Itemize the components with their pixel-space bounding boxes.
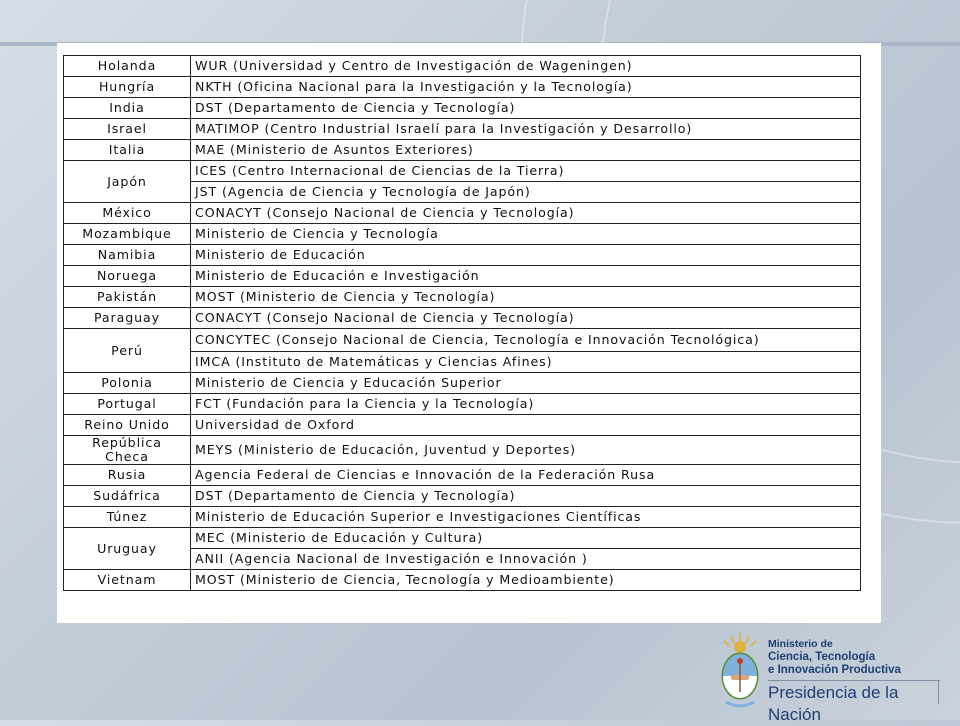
country-cell: Reino Unido	[64, 415, 191, 436]
table-row	[64, 98, 861, 119]
institution-cell: NKTH (Oficina Nacional para la Investigación y la Tecnología)	[191, 77, 861, 98]
institution-cell: DST (Departamento de Ciencia y Tecnología)	[191, 486, 861, 507]
table-row	[64, 486, 861, 507]
institution-cell: ANII (Agencia Nacional de Investigación e Innovación )	[191, 549, 861, 570]
table-row	[64, 119, 861, 140]
table-row	[64, 56, 861, 77]
institution-cell: MEYS (Ministerio de Educación, Juventud y Deportes)	[191, 436, 861, 465]
country-cell: Pakistán	[64, 287, 191, 308]
institution-cell: MATIMOP (Centro Industrial Israelí para la Investigación y Desarrollo)	[191, 119, 861, 140]
institution-cell: CONACYT (Consejo Nacional de Ciencia y Tecnología)	[191, 308, 861, 329]
cooperation-table	[63, 55, 861, 591]
country-cell: Polonia	[64, 373, 191, 394]
country-cell: Sudáfrica	[64, 486, 191, 507]
institution-cell: MEC (Ministerio de Educación y Cultura)	[191, 528, 861, 549]
table-row	[64, 287, 861, 308]
institution-cell: Ministerio de Ciencia y Tecnología	[191, 224, 861, 245]
country-cell: Noruega	[64, 266, 191, 287]
logo-line-ciencia: Ciencia, Tecnología	[768, 651, 876, 663]
institution-cell: JST (Agencia de Ciencia y Tecnología de Japón)	[191, 182, 861, 203]
country-cell: República Checa	[64, 436, 191, 465]
country-cell: Paraguay	[64, 308, 191, 329]
country-cell: Italia	[64, 140, 191, 161]
country-cell: Vietnam	[64, 570, 191, 591]
institution-cell: Agencia Federal de Ciencias e Innovación de la Federación Rusa	[191, 465, 861, 486]
table-row	[64, 373, 861, 394]
country-cell: Israel	[64, 119, 191, 140]
table-row	[64, 528, 861, 549]
institution-cell: CONCYTEC (Consejo Nacional de Ciencia, Tecnología e Innovación Tecnológica)	[191, 329, 861, 352]
institution-cell: Ministerio de Educación e Investigación	[191, 266, 861, 287]
table-row	[64, 436, 861, 465]
country-cell: Uruguay	[64, 528, 191, 570]
country-cell: Namibia	[64, 245, 191, 266]
logo-vertical-divider	[938, 680, 939, 704]
logo-presidencia: Presidencia de la Nación	[768, 683, 899, 724]
country-cell: Mozambique	[64, 224, 191, 245]
logo-line-ministerio: Ministerio de	[768, 638, 833, 650]
slide-panel	[57, 43, 881, 623]
table-row	[64, 415, 861, 436]
table-row	[64, 140, 861, 161]
institution-cell: Ministerio de Ciencia y Educación Superior	[191, 373, 861, 394]
logo-line-innovacion: e Innovación Productiva	[768, 664, 901, 676]
table-row	[64, 77, 861, 98]
institution-cell: ICES (Centro Internacional de Ciencias de la Tierra)	[191, 161, 861, 182]
table-row	[64, 245, 861, 266]
institution-cell: MAE (Ministerio de Asuntos Exteriores)	[191, 140, 861, 161]
country-cell: Rusia	[64, 465, 191, 486]
table-row	[64, 465, 861, 486]
country-cell: Hungría	[64, 77, 191, 98]
institution-cell: MOST (Ministerio de Ciencia, Tecnología y Medioambiente)	[191, 570, 861, 591]
table-row	[64, 570, 861, 591]
country-cell: Perú	[64, 329, 191, 373]
institution-cell: IMCA (Instituto de Matemáticas y Ciencias Afines)	[191, 352, 861, 373]
table-row	[64, 203, 861, 224]
national-seal-icon	[717, 632, 763, 712]
institution-cell: Universidad de Oxford	[191, 415, 861, 436]
country-cell: Portugal	[64, 394, 191, 415]
ministry-logo	[712, 628, 948, 724]
logo-divider	[768, 680, 940, 681]
institution-cell: WUR (Universidad y Centro de Investigación de Wageningen)	[191, 56, 861, 77]
table-row	[64, 224, 861, 245]
table-row	[64, 161, 861, 182]
table-row	[64, 329, 861, 352]
table-row	[64, 507, 861, 528]
country-cell: Túnez	[64, 507, 191, 528]
country-cell: Japón	[64, 161, 191, 203]
table-row	[64, 394, 861, 415]
institution-cell: CONACYT (Consejo Nacional de Ciencia y Tecnología)	[191, 203, 861, 224]
institution-cell: MOST (Ministerio de Ciencia y Tecnología)	[191, 287, 861, 308]
institution-cell: DST (Departamento de Ciencia y Tecnología)	[191, 98, 861, 119]
country-cell: México	[64, 203, 191, 224]
table-row	[64, 308, 861, 329]
table-row	[64, 266, 861, 287]
institution-cell: FCT (Fundación para la Ciencia y la Tecnología)	[191, 394, 861, 415]
country-cell: Holanda	[64, 56, 191, 77]
country-cell: India	[64, 98, 191, 119]
institution-cell: Ministerio de Educación	[191, 245, 861, 266]
institution-cell: Ministerio de Educación Superior e Investigaciones Científicas	[191, 507, 861, 528]
cooperation-table-body	[64, 56, 861, 591]
